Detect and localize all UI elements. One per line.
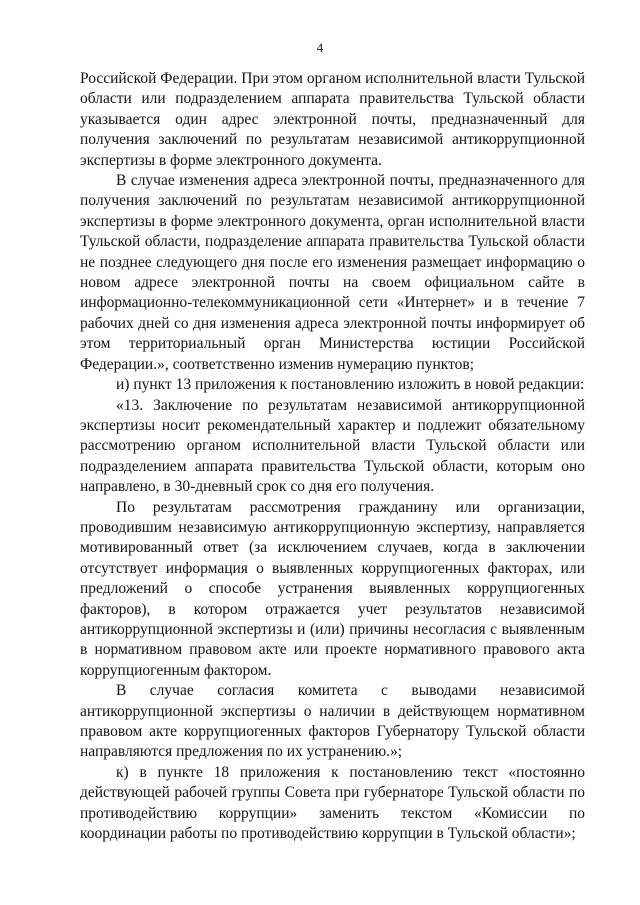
page-number: 4 (316, 40, 324, 55)
paragraph-item-i: и) пункт 13 приложения к постановлению изложить в новой редакции: (116, 376, 585, 394)
paragraph-clause-13: «13. Заключение по результатам независимой антикоррупционной экспертизы носит рекомендательный характер и подлежит обязательному рассмотрению органом исполнительной власти Тульской области или подразделением аппарата правительства Тульской области, которым оно направлено, в 30-дневный срок со дня его получения. (80, 396, 585, 496)
paragraph-review-results: По результатам рассмотрения гражданину или организации, проводившим независимую антикоррупционную экспертизу, направляется мотивированный ответ (за исключением случаев, когда в заключении отсутствует информация о выявленных коррупциогенных факторах, или предложений о способе устранения выявленных коррупциогенных факторов), в котором отражается учет результатов независимой антикоррупционной экспертизы и (или) причины несогласия с выявленным в нормативном правовом акте или проекте нормативного правового акта коррупциогенным фактором. (80, 498, 585, 679)
document-body (80, 69, 585, 844)
paragraph-item-k: к) в пункте 18 приложения к постановлению текст «постоянно действующей рабочей группы Совета при губернаторе Тульской области по противодействию коррупции» заменить текстом «Комиссии по координации работы по противодействию коррупции в Тульской области»; (80, 763, 585, 843)
paragraph-committee-agreement: В случае согласия комитета с выводами независимой антикоррупционной экспертизы о наличии в действующем нормативном правовом акте коррупциогенных факторов Губернатору Тульской области направляются предложения по их устранению.»; (80, 682, 585, 761)
paragraph-continuation: Российской Федерации. При этом органом исполнительной власти Тульской области или подразделением аппарата правительства Тульской области указывается один адрес электронной почты, предназначенный для получения заключений по результатам независимой антикоррупционной экспертизы в форме электронного документа. (80, 70, 585, 169)
paragraph-email-change: В случае изменения адреса электронной почты, предназначенного для получения заключений по результатам независимой антикоррупционной экспертизы в форме электронного документа, орган исполнительной власти Тульской области, подразделение аппарата правительства Тульской области не позднее следующего дня после его изменения размещает информацию о новом адресе электронной почты на своем официальном сайте в информационно-телекоммуникационной сети «Интернет» и в течение 7 рабочих дней со дня изменения адреса электронной почты информирует об этом территориальный орган Министерства юстиции Российской Федерации.», соответственно изменив нумерацию пунктов; (80, 172, 585, 373)
